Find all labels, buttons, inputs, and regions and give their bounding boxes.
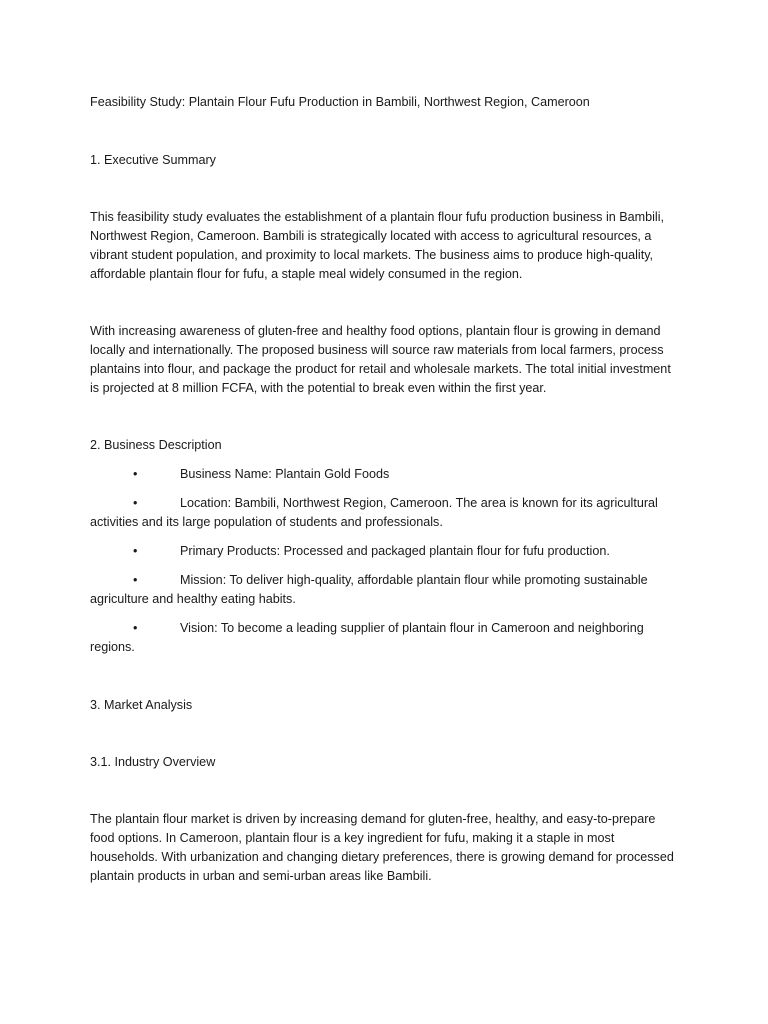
list-item: [90, 542, 680, 561]
list-item: [90, 571, 680, 609]
bullet-icon: •: [133, 544, 138, 558]
section-heading-market-analysis: 3. Market Analysis: [90, 698, 193, 712]
bullet-icon: •: [133, 573, 138, 587]
paragraph: The plantain flour market is driven by increasing demand for gluten-free, healthy, and easy-to-prepare food options. In Cameroon, plantain flour is a key ingredient for fufu, making it a staple in most households. With urbanization and changing dietary preferences, there is growing demand for processed plantain products in urban and semi-urban areas like Bambili.: [90, 812, 674, 883]
paragraph: This feasibility study evaluates the establishment of a plantain flour fufu production business in Bambili, Northwest Region, Cameroon. Bambili is strategically located with access to agricultural resources, a vibrant student population, and proximity to local markets. The business aims to produce high-quality, affordable plantain flour for fufu, a staple meal widely consumed in the region.: [90, 210, 665, 281]
document-body: [90, 93, 680, 886]
list-item: [90, 494, 680, 532]
list-item-text: Primary Products: Processed and packaged plantain flour for fufu production.: [180, 544, 610, 558]
bullet-icon: •: [133, 467, 138, 481]
subsection-heading-industry-overview: 3.1. Industry Overview: [90, 755, 216, 769]
bullet-list: [90, 465, 680, 657]
list-item-text: Location: Bambili, Northwest Region, Cameroon. The area is known for its agricultural activities and its large population of students and professionals.: [90, 496, 658, 529]
list-item-text: Business Name: Plantain Gold Foods: [180, 467, 390, 481]
list-item-text: Vision: To become a leading supplier of plantain flour in Cameroon and neighboring regions.: [90, 621, 644, 654]
list-item: [90, 619, 680, 657]
section-heading-business-description: 2. Business Description: [90, 438, 222, 452]
list-item: [90, 465, 680, 484]
paragraph: With increasing awareness of gluten-free and healthy food options, plantain flour is growing in demand locally and internationally. The proposed business will source raw materials from local farmers, process plantains into flour, and package the product for retail and wholesale markets. The total initial investment is projected at 8 million FCFA, with the potential to break even within the first year.: [90, 324, 671, 395]
list-item-text: Mission: To deliver high-quality, affordable plantain flour while promoting sustainable agriculture and healthy eating habits.: [90, 573, 648, 606]
bullet-icon: •: [133, 496, 138, 510]
document-title: Feasibility Study: Plantain Flour Fufu Production in Bambili, Northwest Region, Cameroon: [90, 95, 590, 109]
bullet-icon: •: [133, 621, 138, 635]
section-heading-executive-summary: 1. Executive Summary: [90, 153, 216, 167]
